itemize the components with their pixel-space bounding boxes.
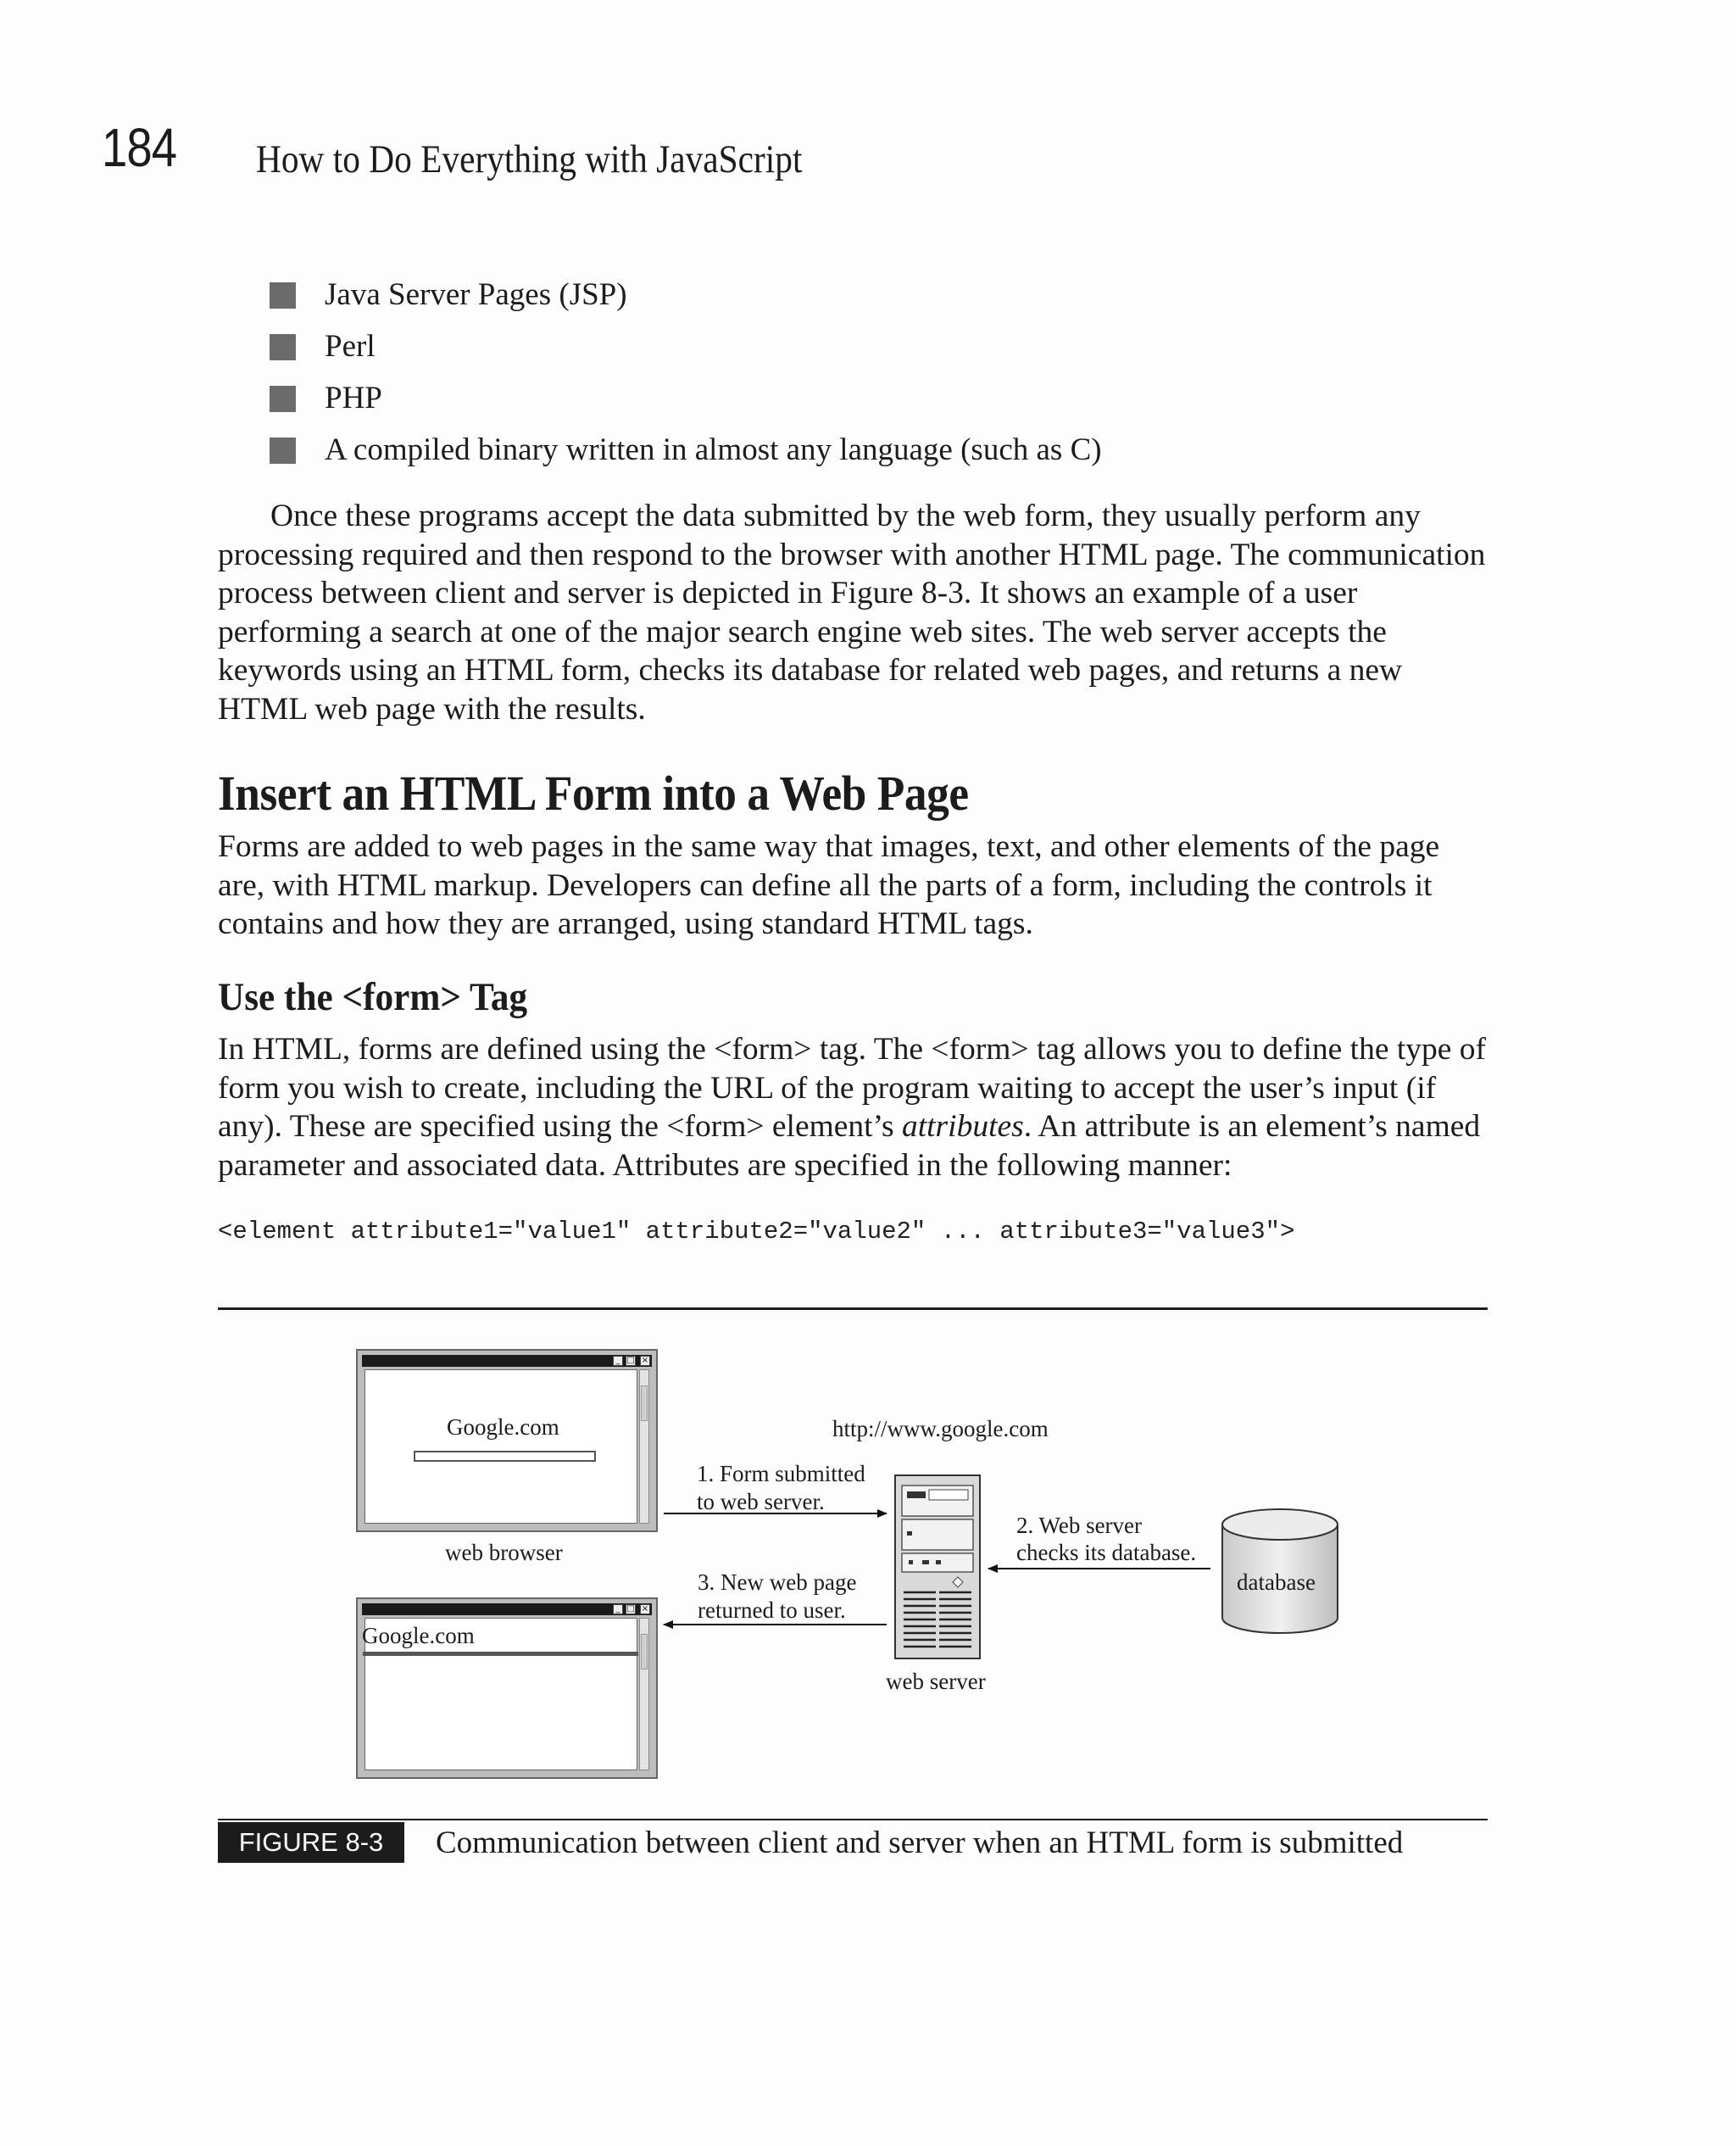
code-sample: <element attribute1="value1" attribute2="value2" ... attribute3="value3"> <box>218 1218 1295 1246</box>
browser1-site-name: Google.com <box>447 1414 559 1440</box>
step1-label-line1: 1. Form submitted <box>697 1461 865 1486</box>
list-item-text: A compiled binary written in almost any language (such as C) <box>325 432 1102 467</box>
figure-bottom-rule <box>218 1819 1488 1820</box>
close-icon: × <box>641 1356 649 1365</box>
maximize-icon: □ <box>626 1356 635 1365</box>
book-title: How to Do Everything with JavaScript <box>256 137 803 181</box>
step1-label-line2: to web server. <box>697 1489 825 1514</box>
web-server-icon <box>895 1475 980 1658</box>
step2-label-line2: checks its database. <box>1016 1540 1197 1565</box>
maximize-icon: □ <box>626 1604 635 1614</box>
browser1-caption: web browser <box>445 1540 563 1565</box>
step3-label-line2: returned to user. <box>698 1597 846 1623</box>
section1-paragraph: Forms are added to web pages in the same way that images, text, and other elements of the page are, with HTML markup. Developers can define all the parts of a form, including the controls it contains and how they are arranged, using standard HTML tags. <box>218 829 1440 941</box>
figure-caption: Communication between client and server when an HTML form is submitted <box>436 1825 1404 1860</box>
close-icon: × <box>641 1604 649 1614</box>
minimize-icon: _ <box>613 1356 623 1366</box>
server-caption: web server <box>886 1669 986 1694</box>
step2-label-line1: 2. Web server <box>1016 1513 1143 1538</box>
page-number: 184 <box>102 117 177 178</box>
database-label: database <box>1237 1569 1316 1595</box>
section-heading-insert-form: Insert an HTML Form into a Web Page <box>218 766 969 821</box>
paragraph-text: . An attribute is an element’s named parameter and associated data. Attributes are specified in the following manner: <box>218 1109 1481 1183</box>
intro-paragraph: Once these programs accept the data submitted by the web form, they usually perform any processing required and then respond to the browser with another HTML page. The communication process between client and server is depicted in Figure 8-3. It shows an example of a user performing a search at one of the major search engine web sites. The web server accepts the keywords using an HTML form, checks its database for related web pages, and returns a new HTML web page with the results. <box>218 499 1486 727</box>
browser2-site-name: Google.com <box>362 1623 475 1648</box>
paragraph-text: In HTML, forms are defined using the <form> tag. The <form> tag allows you to define the type of form you wish to create, including the URL of the program waiting to accept the user’s input (if any). These are specified using the <form> element’s <box>218 1032 1487 1144</box>
server-url: http://www.google.com <box>832 1416 1049 1441</box>
list-item-text: Perl <box>325 329 376 364</box>
section-heading-form-tag: Use the <form> Tag <box>218 975 528 1019</box>
minimize-icon: _ <box>613 1604 623 1614</box>
figure-label: FIGURE 8-3 <box>218 1822 404 1863</box>
step3-label-line1: 3. New web page <box>698 1569 857 1595</box>
list-item-text: PHP <box>325 381 382 415</box>
list-item-text: Java Server Pages (JSP) <box>325 277 627 312</box>
attributes-term: attributes <box>901 1109 1024 1144</box>
